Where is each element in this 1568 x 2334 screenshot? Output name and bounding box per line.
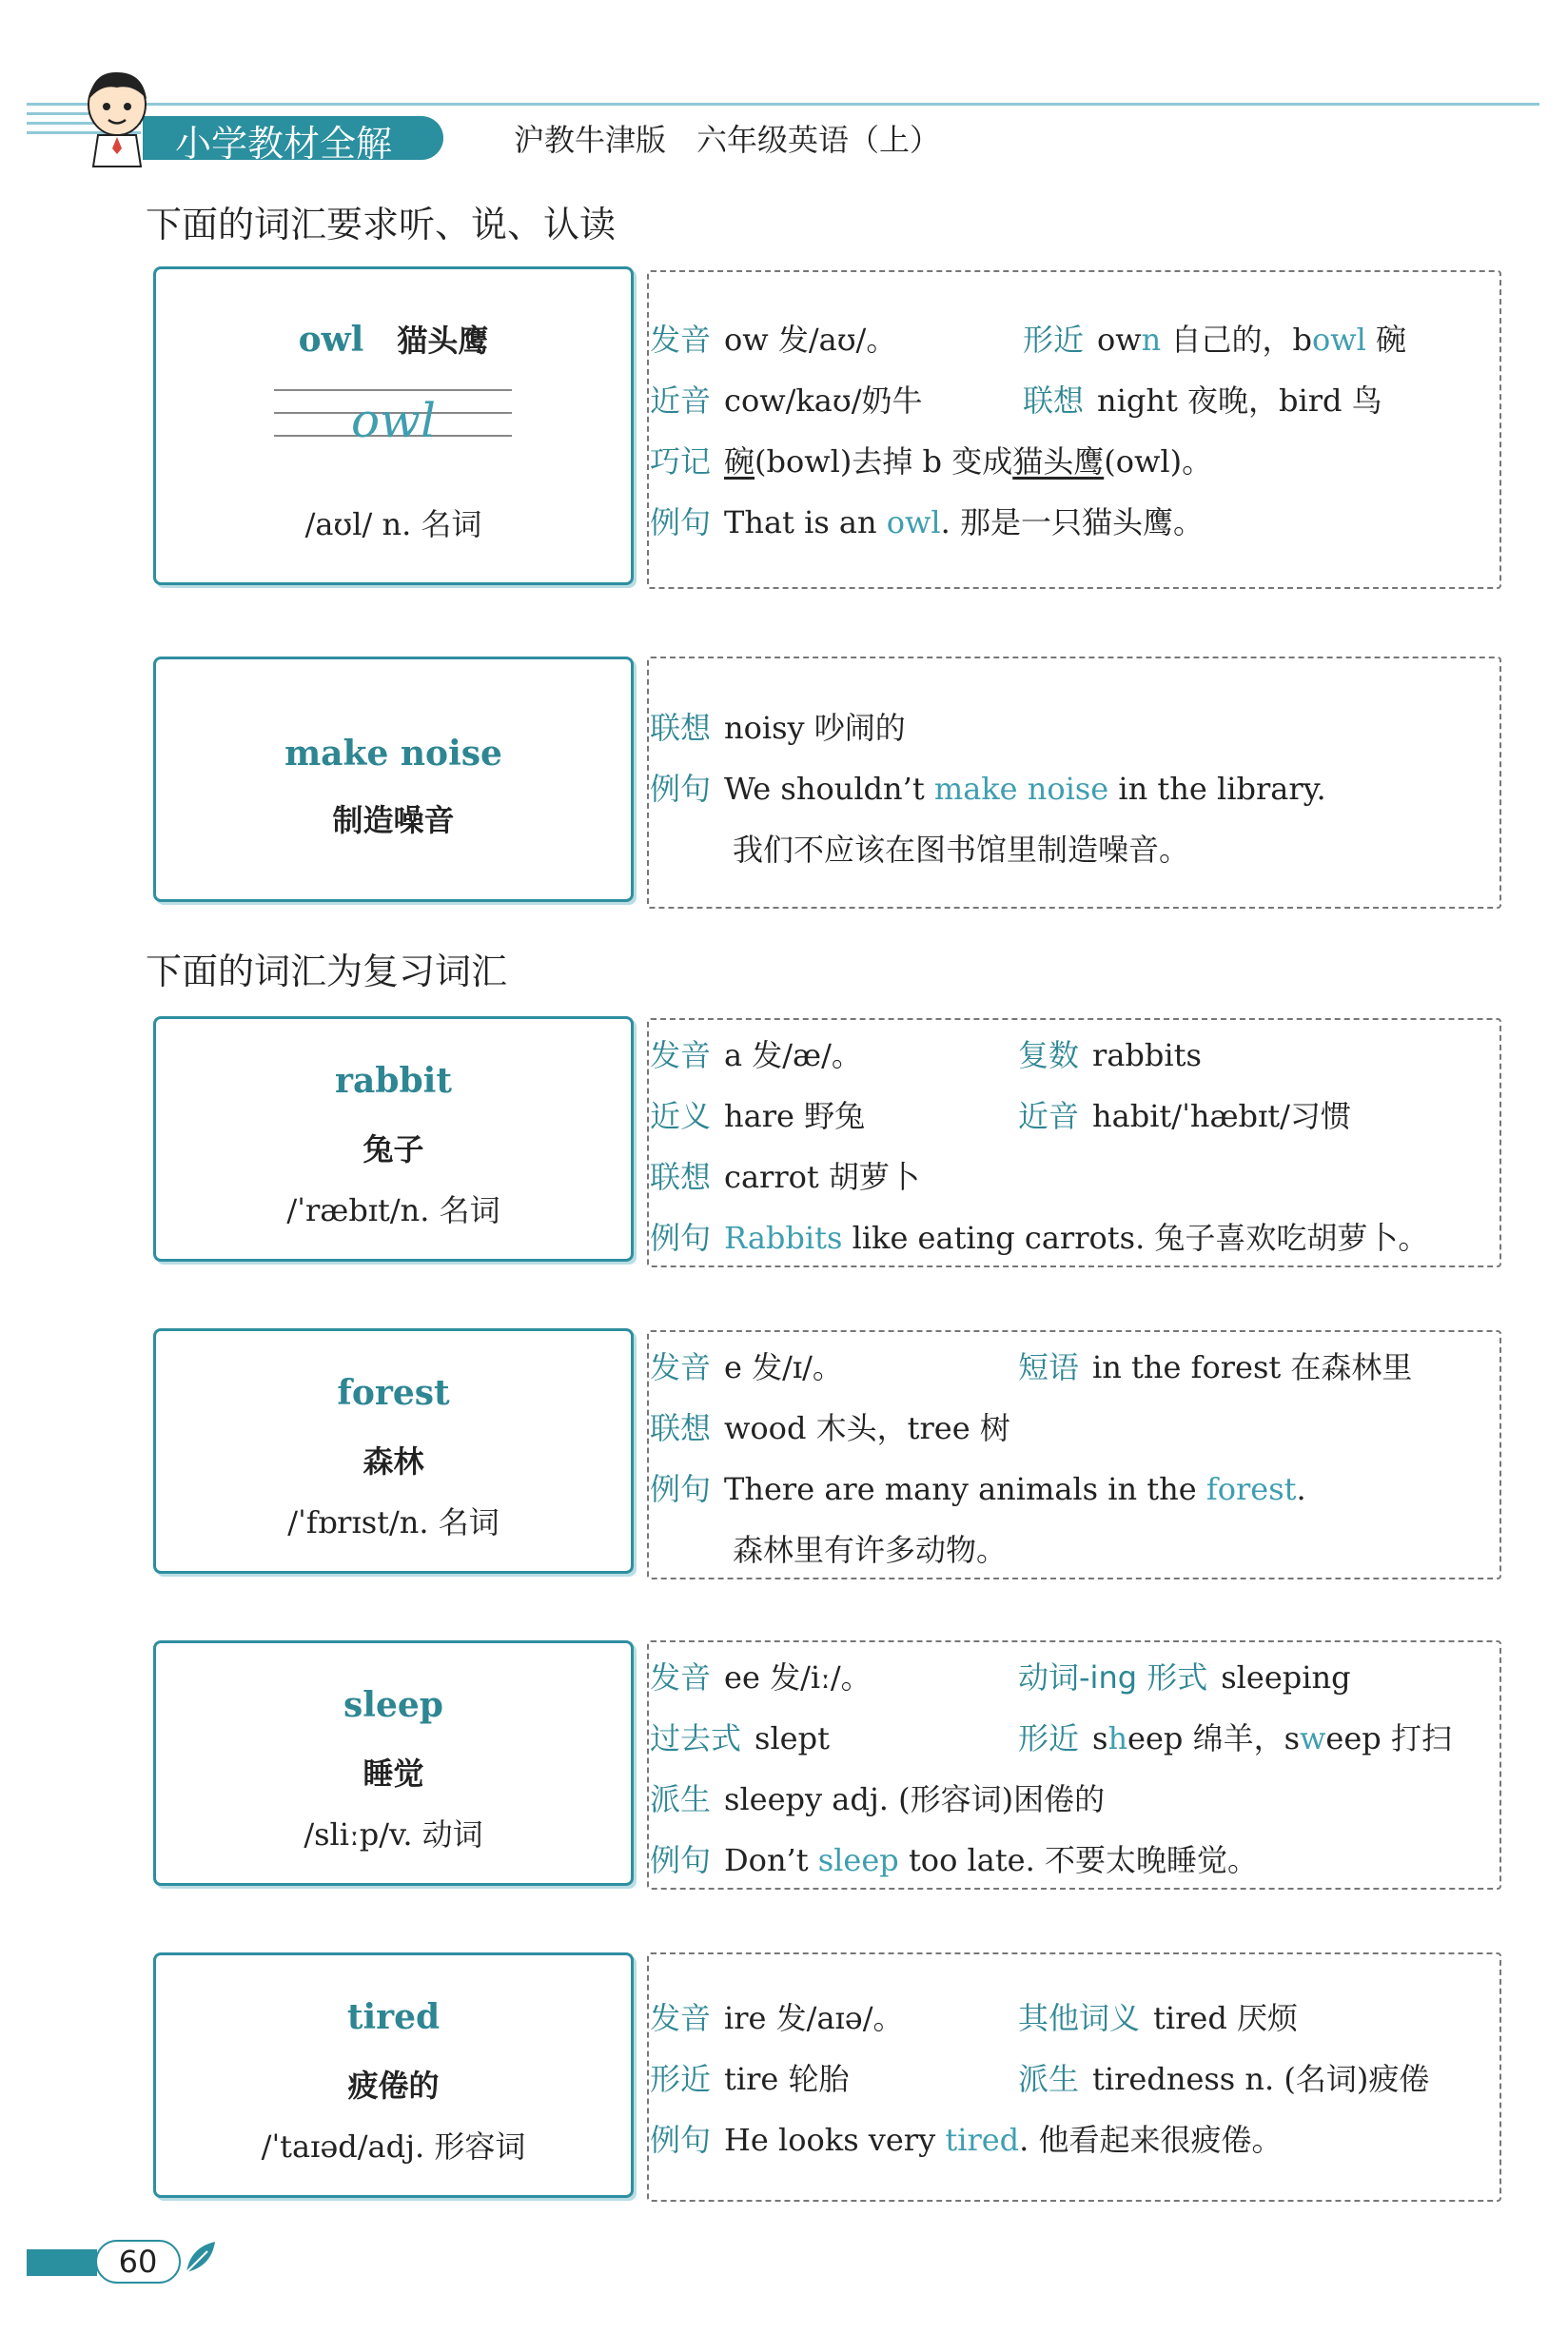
- note-row: 近义 hare 野兔: [650, 1098, 866, 1134]
- note-row: 发音 ire 发/aɪə/。: [650, 2000, 904, 2036]
- headword-translation: 疲倦的: [347, 2068, 440, 2104]
- word-card-make-noise: [153, 657, 634, 902]
- leaf-icon: [183, 2238, 221, 2276]
- headword: owl: [298, 320, 364, 360]
- note-row: 派生 tiredness n. (名词)疲倦: [1018, 2061, 1430, 2097]
- note-row: 复数 rabbits: [1018, 1037, 1202, 1073]
- word-card-rabbit: [153, 1016, 634, 1262]
- note-row: 例句 He looks very tired. 他看起来很疲倦。: [650, 2122, 1283, 2158]
- section-title: 下面的词汇为复习词汇: [146, 951, 508, 992]
- note-row: 例句 There are many animals in the forest.: [650, 1471, 1306, 1507]
- headword: rabbit: [335, 1061, 452, 1101]
- headword-translation: 猫头鹰: [397, 323, 489, 359]
- headword-translation: 睡觉: [363, 1755, 424, 1792]
- section-title: 下面的词汇要求听、说、认读: [146, 204, 617, 245]
- note-row: 形近 sheep 绵羊，sweep 打扫: [1018, 1720, 1452, 1756]
- note-row: 近音 cow/kaʊ/奶牛: [650, 382, 923, 419]
- note-row: 发音 ow 发/aʊ/。: [650, 322, 897, 358]
- note-row: 联想 noisy 吵闹的: [650, 710, 906, 746]
- note-row: 例句 That is an owl. 那是一只猫头鹰。: [650, 504, 1205, 540]
- headword: make noise: [284, 734, 502, 774]
- note-row: 近音 habit/ˈhæbɪt/习惯: [1018, 1098, 1351, 1134]
- note-row: 派生 sleepy adj. (形容词)困倦的: [650, 1781, 1106, 1817]
- phonetic: /aʊl/ n. 名词: [304, 506, 482, 542]
- note-row: 形近 own 自己的，bowl 碗: [1023, 322, 1407, 358]
- note-row: 巧记 碗(bowl)去掉 b 变成猫头鹰(owl)。: [650, 443, 1213, 480]
- headword: sleep: [343, 1685, 443, 1725]
- headword: forest: [337, 1373, 450, 1413]
- note-row: 我们不应该在图书馆里制造噪音。: [733, 832, 1190, 868]
- note-row: 例句 Don’t sleep too late. 不要太晚睡觉。: [650, 1842, 1258, 1878]
- headword-translation: 森林: [363, 1443, 424, 1480]
- note-row: 联想 wood 木头，tree 树: [650, 1410, 1010, 1446]
- phonetic: /ˈræbɪt/n. 名词: [286, 1192, 500, 1228]
- word-card-sleep: [153, 1640, 634, 1886]
- series-title: 小学教材全解: [175, 123, 393, 165]
- headword-translation: 兔子: [363, 1131, 424, 1167]
- word-card-tired: [153, 1952, 634, 2198]
- note-row: 联想 carrot 胡萝卜: [650, 1159, 920, 1195]
- note-row: 发音 e 发/ɪ/。: [650, 1349, 843, 1385]
- note-row: 短语 in the forest 在森林里: [1018, 1349, 1413, 1385]
- note-row: 发音 ee 发/iː/。: [650, 1659, 872, 1696]
- note-row: 其他词义 tired 厌烦: [1018, 2000, 1299, 2036]
- header-rule: [27, 103, 1539, 106]
- book-subtitle: 沪教牛津版 六年级英语（上）: [514, 122, 941, 158]
- handwritten-word: owl: [351, 393, 436, 448]
- boy-mascot-icon: [74, 67, 160, 171]
- note-row: 例句 Rabbits like eating carrots. 兔子喜欢吃胡萝卜。: [650, 1220, 1429, 1256]
- phonetic: /ˈfɒrɪst/n. 名词: [287, 1504, 500, 1540]
- word-card-forest: [153, 1328, 634, 1574]
- note-row: 例句 We shouldn’t make noise in the library.: [650, 771, 1326, 807]
- headword: tired: [346, 1997, 441, 2037]
- note-row: 动词-ing 形式 sleeping: [1018, 1659, 1351, 1696]
- note-row: 形近 tire 轮胎: [650, 2061, 850, 2097]
- note-row: 过去式 slept: [650, 1720, 830, 1756]
- note-row: 森林里有许多动物。: [733, 1532, 1008, 1568]
- note-row: 联想 night 夜晚，bird 鸟: [1023, 382, 1382, 419]
- note-row: 发音 a 发/æ/。: [650, 1037, 862, 1073]
- phonetic: /ˈtaɪəd/adj. 形容词: [261, 2128, 526, 2165]
- headword-translation: 制造噪音: [332, 802, 455, 838]
- word-card-owl: [153, 266, 634, 585]
- footer-bar: [27, 2249, 97, 2276]
- page-number: 60: [95, 2240, 181, 2284]
- phonetic: /sliːp/v. 动词: [304, 1816, 483, 1853]
